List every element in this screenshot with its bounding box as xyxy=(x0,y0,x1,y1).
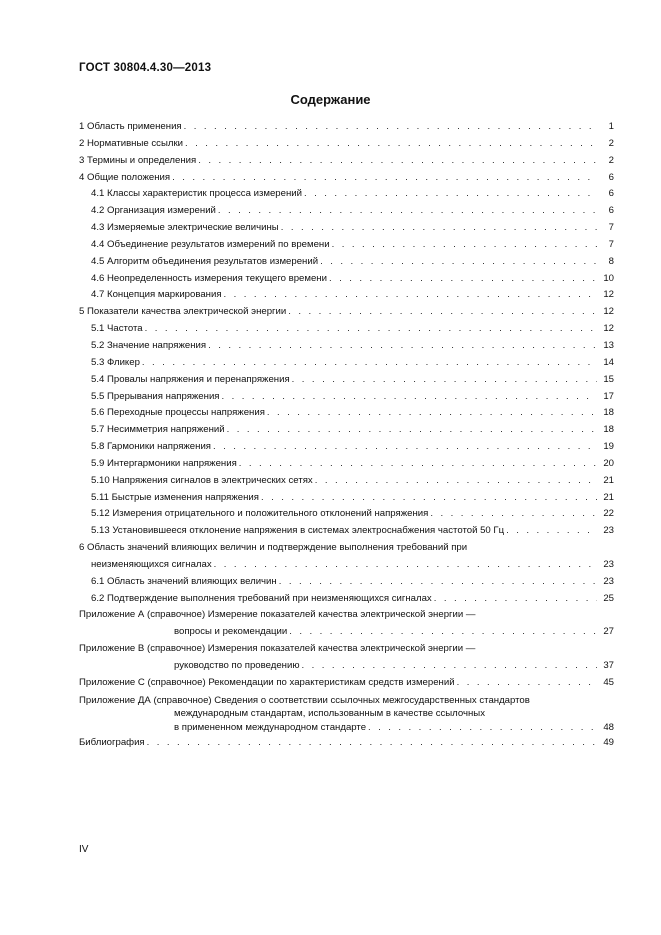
document-code-header: ГОСТ 30804.4.30—2013 xyxy=(79,62,212,74)
toc-label: Библиография xyxy=(79,737,145,749)
dot-leader xyxy=(506,523,597,540)
toc-entry-4-3[interactable] xyxy=(79,220,614,237)
dot-leader xyxy=(213,439,597,456)
dot-leader xyxy=(289,624,597,641)
toc-entry-4-1[interactable] xyxy=(79,186,614,203)
toc-label: вопросы и рекомендации xyxy=(174,626,288,638)
table-of-contents xyxy=(79,119,614,752)
toc-label: неизменяющихся сигналах xyxy=(91,558,212,570)
toc-label: 2 Нормативные ссылки xyxy=(79,137,184,149)
toc-page: 10 xyxy=(603,272,614,284)
toc-entry-4-4[interactable] xyxy=(79,237,614,254)
toc-entry-1[interactable] xyxy=(79,119,614,136)
toc-label: 5.11 Быстрые изменения напряжения xyxy=(91,491,259,503)
toc-label: 4.2 Организация измерений xyxy=(91,205,216,217)
dot-leader xyxy=(142,355,597,372)
toc-page: 14 xyxy=(603,356,614,368)
dot-leader xyxy=(267,405,597,422)
toc-entry-5-12[interactable] xyxy=(79,506,614,523)
dot-leader xyxy=(218,203,597,220)
dot-leader xyxy=(430,506,597,523)
toc-label-line: Приложение ДА (справочное) Сведения о соответствии ссылочных межгосударственных стандартов xyxy=(79,694,530,706)
dot-leader xyxy=(261,490,597,507)
toc-label-line: Приложение А (справочное) Измерение показателей качества электрической энергии — xyxy=(79,609,476,621)
dot-leader xyxy=(214,557,597,574)
toc-page: 1 xyxy=(608,121,614,132)
toc-label: 5.5 Прерывания напряжения xyxy=(91,390,220,402)
toc-label: 5.3 Фликер xyxy=(91,356,140,368)
dot-leader xyxy=(329,271,597,288)
toc-entry-5-4[interactable] xyxy=(79,372,614,389)
dot-leader xyxy=(172,170,597,187)
toc-entry-3[interactable] xyxy=(79,153,614,170)
toc-page: 12 xyxy=(603,323,614,335)
toc-label: 4.6 Неопределенность измерения текущего времени xyxy=(91,272,327,284)
dot-leader xyxy=(292,372,597,389)
toc-page: 13 xyxy=(603,339,614,351)
toc-entry-5[interactable] xyxy=(79,304,614,321)
toc-page: 21 xyxy=(603,474,614,486)
toc-label: 3 Термины и определения xyxy=(79,154,197,166)
toc-page: 2 xyxy=(608,137,614,149)
toc-entry-2[interactable] xyxy=(79,136,614,153)
toc-label: 4.7 Концепция маркирования xyxy=(91,289,222,301)
toc-entry-4-2[interactable] xyxy=(79,203,614,220)
dot-leader xyxy=(198,153,597,170)
dot-leader xyxy=(320,254,597,271)
toc-label: руководство по проведению xyxy=(174,660,300,671)
dot-leader xyxy=(145,321,597,338)
toc-label: 5.4 Провалы напряжения и перенапряжения xyxy=(91,373,290,385)
toc-entry-5-11[interactable] xyxy=(79,490,614,507)
toc-page: 2 xyxy=(608,154,614,166)
dot-leader xyxy=(302,658,597,675)
toc-label: Приложение С (справочное) Рекомендации по характеристикам средств измерений xyxy=(79,676,455,688)
toc-page: 20 xyxy=(603,457,614,469)
toc-label: 5.2 Значение напряжения xyxy=(91,339,207,351)
toc-entry-4[interactable] xyxy=(79,170,614,187)
dot-leader xyxy=(279,574,597,591)
toc-label: 4 Общие положения xyxy=(79,171,171,183)
toc-entry-5-8[interactable] xyxy=(79,439,614,456)
dot-leader xyxy=(457,675,597,692)
dot-leader xyxy=(434,591,597,608)
toc-label: 5.9 Интергармоники напряжения xyxy=(91,457,237,469)
toc-page: 23 xyxy=(603,558,614,570)
toc-page: 18 xyxy=(603,407,614,419)
toc-page: 8 xyxy=(608,255,614,267)
toc-label: 5.7 Несимметрия напряжений xyxy=(91,424,225,436)
toc-page: 7 xyxy=(608,238,614,250)
toc-page: 6 xyxy=(608,171,614,183)
toc-page: 17 xyxy=(603,390,614,402)
toc-entry-5-7[interactable] xyxy=(79,422,614,439)
toc-entry-5-6[interactable] xyxy=(79,405,614,422)
toc-entry-5-3[interactable] xyxy=(79,355,614,372)
toc-label: 5.13 Установившееся отклонение напряжения в системах электроснабжения частотой 50 Гц xyxy=(91,525,505,537)
toc-label: 5.1 Частота xyxy=(91,323,143,335)
toc-label: 4.5 Алгоритм объединения результатов измерений xyxy=(91,255,319,267)
toc-entry-appendix-da[interactable] xyxy=(79,692,614,736)
toc-page: 12 xyxy=(603,289,614,301)
toc-entry-4-7[interactable] xyxy=(79,287,614,304)
toc-entry-5-13[interactable] xyxy=(79,523,614,540)
dot-leader xyxy=(227,422,597,439)
toc-entry-5-2[interactable] xyxy=(79,338,614,355)
toc-entry-bibliography[interactable] xyxy=(79,735,614,752)
dot-leader xyxy=(368,721,597,735)
toc-entry-appendix-c[interactable] xyxy=(79,675,614,692)
toc-entry-5-5[interactable] xyxy=(79,389,614,406)
toc-page: 23 xyxy=(603,575,614,587)
toc-page: 12 xyxy=(603,306,614,318)
toc-page: 22 xyxy=(603,508,614,520)
dot-leader xyxy=(315,473,597,490)
toc-label-line: Приложение В (справочное) Измерения показателей качества электрической энергии — xyxy=(79,643,476,655)
toc-label: 5 Показатели качества электрической энергии xyxy=(79,306,287,318)
toc-label: 6.1 Область значений влияющих величин xyxy=(91,575,277,587)
toc-label: в примененном международном стандарте xyxy=(174,721,367,733)
page-number: IV xyxy=(79,844,89,855)
dot-leader xyxy=(147,735,597,752)
toc-page: 48 xyxy=(603,721,614,733)
page-title: Содержание xyxy=(290,92,371,107)
toc-label: 4.1 Классы характеристик процесса измерений xyxy=(91,188,302,200)
toc-entry-5-9[interactable] xyxy=(79,456,614,473)
toc-page: 19 xyxy=(603,441,614,453)
toc-label-line: международным стандартам, использованным в качестве ссылочных xyxy=(174,708,485,720)
toc-label-line: 6 Область значений влияющих величин и подтверждение выполнения требований при xyxy=(79,542,468,554)
toc-entry-6-1[interactable] xyxy=(79,574,614,591)
toc-page: 7 xyxy=(608,222,614,234)
dot-leader xyxy=(304,186,597,203)
toc-label: 5.8 Гармоники напряжения xyxy=(91,441,211,453)
toc-label: 6.2 Подтверждение выполнения требований при неизменяющихся сигналах xyxy=(91,592,432,604)
toc-entry-4-5[interactable] xyxy=(79,254,614,271)
toc-page: 6 xyxy=(608,188,614,200)
toc-page: 15 xyxy=(603,373,614,385)
toc-page: 21 xyxy=(603,491,614,503)
dot-leader xyxy=(281,220,597,237)
toc-page: 49 xyxy=(603,737,614,749)
dot-leader xyxy=(208,338,597,355)
dot-leader xyxy=(224,287,597,304)
dot-leader xyxy=(222,389,598,406)
toc-page: 25 xyxy=(603,592,614,604)
toc-entry-5-1[interactable] xyxy=(79,321,614,338)
toc-label: 1 Область применения xyxy=(79,121,182,132)
toc-entry-6-2[interactable] xyxy=(79,591,614,608)
toc-entry-6[interactable] xyxy=(79,540,614,574)
toc-page: 23 xyxy=(603,525,614,537)
dot-leader xyxy=(239,456,597,473)
toc-label: 5.6 Переходные процессы напряжения xyxy=(91,407,265,419)
dot-leader xyxy=(184,119,597,136)
toc-page: 27 xyxy=(603,626,614,638)
toc-entry-5-10[interactable] xyxy=(79,473,614,490)
toc-entry-4-6[interactable] xyxy=(79,271,614,288)
toc-page: 45 xyxy=(603,676,614,688)
toc-label: 5.10 Напряжения сигналов в электрических сетях xyxy=(91,474,313,486)
toc-label: 4.3 Измеряемые электрические величины xyxy=(91,222,279,234)
toc-page: 37 xyxy=(603,660,614,671)
dot-leader xyxy=(185,136,597,153)
dot-leader xyxy=(288,304,597,321)
toc-label: 4.4 Объединение результатов измерений по времени xyxy=(91,238,330,250)
toc-page: 6 xyxy=(608,205,614,217)
toc-page: 18 xyxy=(603,424,614,436)
toc-entry-appendix-b[interactable] xyxy=(79,641,614,675)
dot-leader xyxy=(332,237,597,254)
toc-entry-appendix-a[interactable] xyxy=(79,607,614,641)
toc-label: 5.12 Измерения отрицательного и положительного отклонений напряжения xyxy=(91,508,429,520)
